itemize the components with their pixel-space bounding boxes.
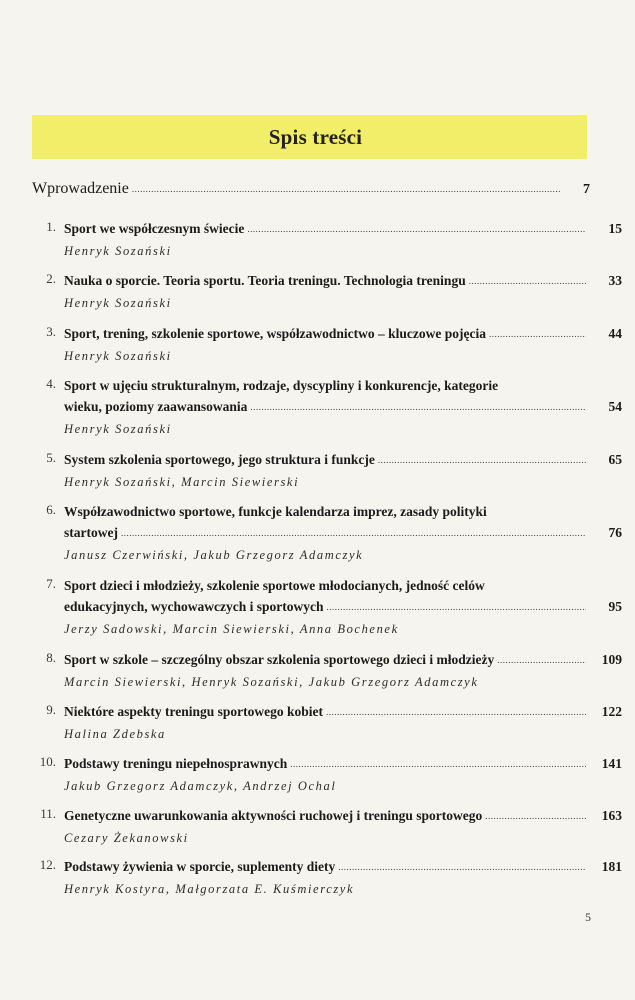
intro-page-number: 7 (583, 182, 590, 197)
entry-title: Niektóre aspekty treningu sportowego kobiet (64, 704, 323, 719)
entry-number: 3. (46, 324, 56, 339)
entry-title: Sport, trening, szkolenie sportowe, współzawodnictwo – kluczowe pojęcia (64, 326, 486, 341)
toc-intro-entry (32, 180, 590, 198)
entry-title-line (64, 753, 622, 776)
entry-title: Podstawy żywienia w sporcie, suplementy diety (64, 859, 336, 874)
entry-number: 12. (39, 857, 56, 872)
entry-title-line (64, 856, 622, 879)
entry-title: edukacyjnych, wychowawczych i sportowych (64, 599, 324, 614)
entry-title-first-line: Współzawodnictwo sportowe, funkcje kalendarza imprez, zasady polityki (64, 504, 487, 519)
entry-page-number: 109 (601, 652, 622, 667)
entry-page-number: 15 (608, 221, 622, 236)
entry-page-number: 95 (608, 599, 622, 614)
entry-authors: Henryk Sozański (64, 244, 172, 258)
intro-label: Wprowadzenie (32, 180, 129, 197)
entry-page-number: 33 (608, 273, 622, 288)
entry-authors: Henryk Sozański (64, 296, 172, 310)
entry-title-line (64, 522, 622, 545)
entry-title: Nauka o sporcie. Teoria sportu. Teoria treningu. Technologia treningu (64, 273, 466, 288)
entry-title: Genetyczne uwarunkowania aktywności ruchowej i treningu sportowego (64, 808, 483, 823)
entry-authors: Henryk Kostyra, Małgorzata E. Kuśmierczyk (64, 882, 355, 896)
entry-authors: Henryk Sozański (64, 349, 172, 363)
entry-number: 6. (46, 502, 56, 517)
entry-title: Sport we współczesnym świecie (64, 221, 245, 236)
entry-page-number: 163 (601, 808, 622, 823)
entry-number: 11. (40, 806, 56, 821)
entry-title-line (64, 701, 622, 724)
entry-page-number: 181 (601, 859, 622, 874)
dot-leader (469, 271, 586, 292)
dot-leader (378, 450, 586, 471)
entry-title: Podstawy treningu niepełnosprawnych (64, 756, 288, 771)
entry-title-line (64, 805, 622, 828)
entry-title-line (64, 449, 622, 472)
entry-title-line (64, 323, 622, 346)
entry-number: 5. (46, 450, 56, 465)
entry-authors: Marcin Siewierski, Henryk Sozański, Jakub Grzegorz Adamczyk (64, 675, 479, 689)
entry-title-first-line: Sport w ujęciu strukturalnym, rodzaje, dyscypliny i konkurencje, kategorie (64, 378, 499, 393)
entry-page-number: 44 (608, 326, 622, 341)
entry-title-line (64, 396, 622, 419)
entry-page-number: 65 (608, 452, 622, 467)
entry-title-first-line: Sport dzieci i młodzieży, szkolenie sportowe młodocianych, jedność celów (64, 578, 485, 593)
dot-leader (497, 650, 586, 671)
dot-leader (326, 702, 586, 723)
entry-title-line (64, 649, 622, 672)
dot-leader (489, 324, 586, 345)
entry-number: 2. (46, 271, 56, 286)
entry-number: 10. (39, 754, 56, 769)
entry-number: 8. (46, 650, 56, 665)
entry-page-number: 141 (601, 756, 622, 771)
entry-title-line (64, 270, 622, 293)
entry-authors: Janusz Czerwiński, Jakub Grzegorz Adamczyk (64, 548, 364, 562)
entry-authors: Jakub Grzegorz Adamczyk, Andrzej Ochal (64, 779, 337, 793)
title-highlight (32, 115, 587, 159)
entry-page-number: 54 (608, 399, 622, 414)
entry-title: System szkolenia sportowego, jego struktura i funkcje (64, 452, 375, 467)
entry-page-number: 122 (601, 704, 622, 719)
entry-authors: Cezary Żekanowski (64, 831, 189, 845)
entry-authors: Henryk Sozański, Marcin Siewierski (64, 475, 300, 489)
page-title: Spis treści (268, 124, 363, 149)
entry-number: 7. (46, 576, 56, 591)
dot-leader (327, 597, 587, 618)
entry-authors: Halina Zdebska (64, 727, 166, 741)
entry-title: Sport w szkole – szczególny obszar szkolenia sportowego dzieci i młodzieży (64, 652, 495, 667)
dot-leader (250, 397, 586, 418)
entry-title: startowej (64, 525, 118, 540)
entry-title: wieku, poziomy zaawansowania (64, 399, 248, 414)
entry-number: 1. (46, 219, 56, 234)
entry-number: 4. (46, 376, 56, 391)
entry-authors: Jerzy Sadowski, Marcin Siewierski, Anna Bochenek (64, 622, 399, 636)
dot-leader (485, 806, 586, 827)
entry-title-line (64, 218, 622, 241)
dot-leader (247, 219, 586, 240)
dot-leader (121, 523, 586, 544)
entry-authors: Henryk Sozański (64, 422, 172, 436)
dot-leader (132, 184, 560, 194)
entry-number: 9. (46, 702, 56, 717)
dot-leader (290, 754, 586, 775)
page-folio-number: 5 (585, 910, 591, 924)
dot-leader (338, 857, 586, 878)
entry-title-line (64, 596, 622, 619)
entry-page-number: 76 (608, 525, 622, 540)
